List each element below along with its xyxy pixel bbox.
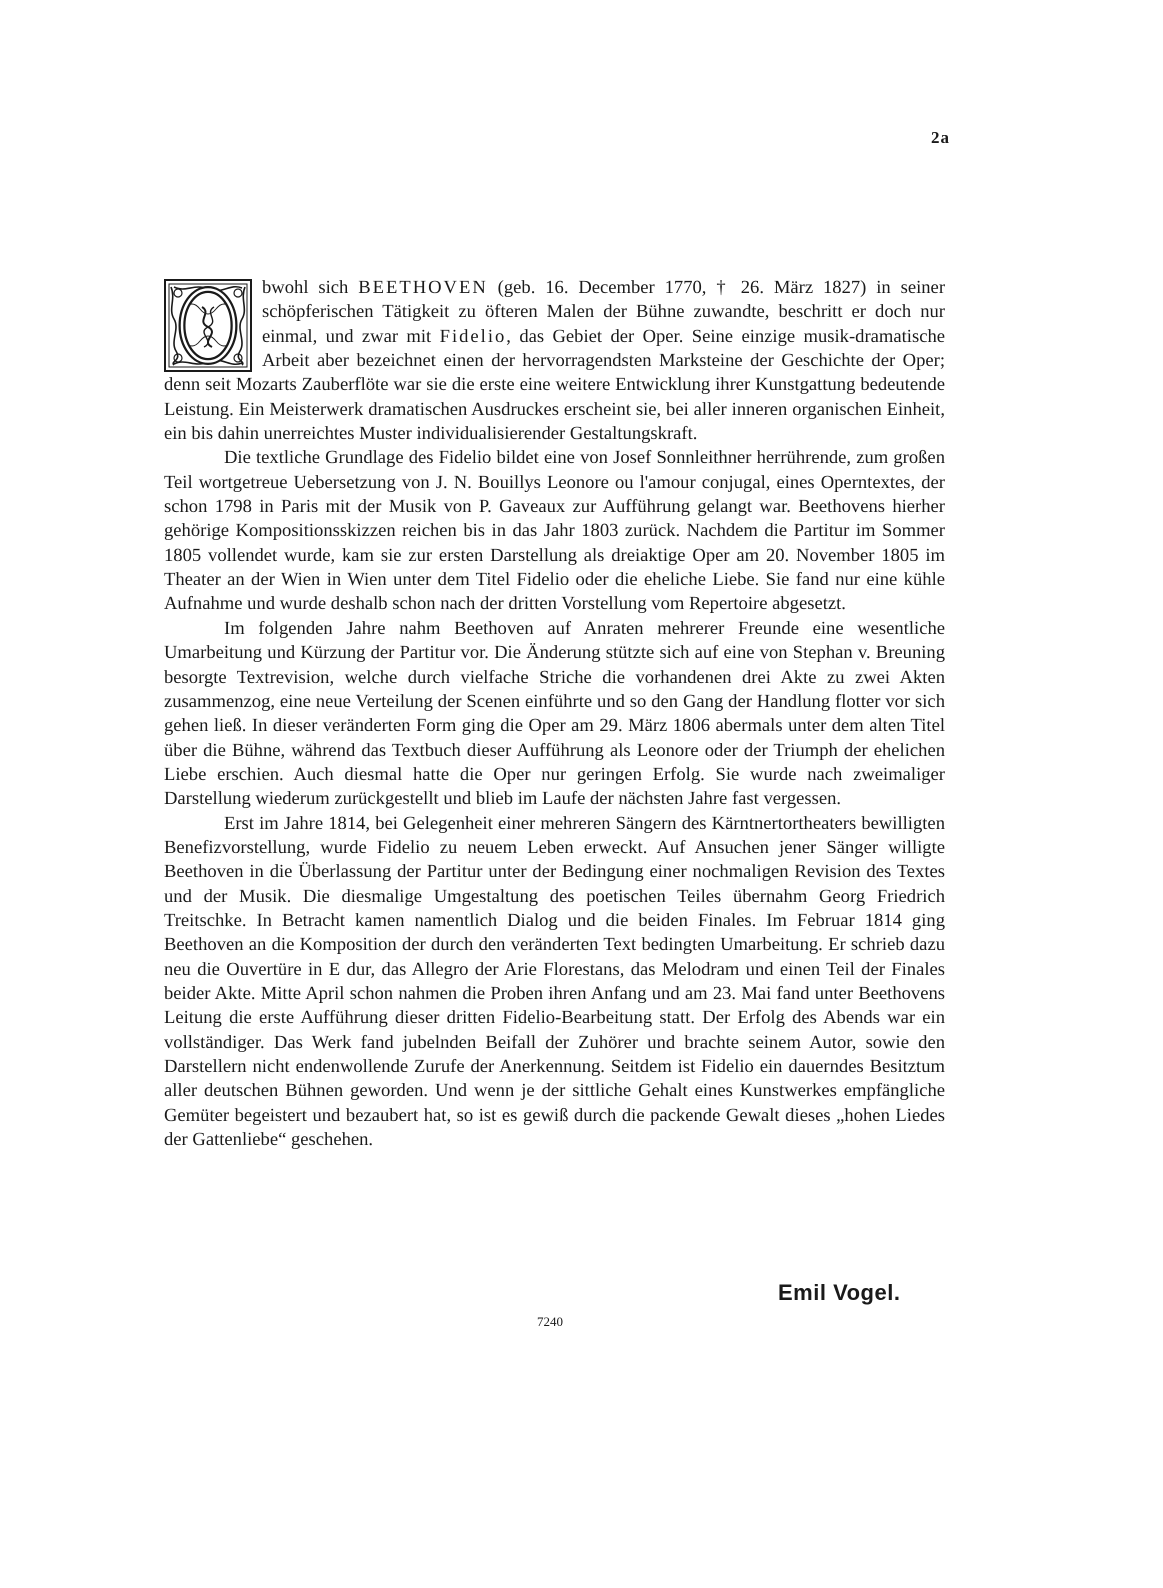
paragraph-text: Im folgenden Jahre nahm Beethoven auf Anraten mehrerer Freunde eine wesentliche Umarbeitung und Kürzung der Partitur vor. Die Änderung stützte sich auf eine von Stephan v. Breuning besorgte Textrevision, welche durch vielfache Striche die vorhandenen drei Akte zu zwei Akten zusammenzog, eine neue Verteilung der Scenen einführte und so den Gang der Handlung flotter vor sich gehen ließ. In dieser veränderten Form ging die Oper am 29. März 1806 abermals unter dem alten Titel über die Bühne, während das Textbuch dieser Aufführung als Leonore oder der Triumph der ehelichen Liebe erschien. Auch diesmal hatte die Oper nur geringen Erfolg. Sie wurde nach zweimaliger Darstellung wiederum zurückgestellt und blieb im Laufe der nächsten Jahre fast vergessen. bbox=[164, 617, 945, 810]
emphasized-text: BEETHOVEN bbox=[358, 277, 488, 298]
page-number: 2a bbox=[931, 128, 950, 147]
ornament-frame-icon bbox=[164, 279, 252, 372]
paragraph-text: (geb. 16. December 1770, † 26. März 1827) in seiner schöpferischen Tätigkeit zu öfteren Malen der Bühne zuwandte, beschritt er doch nur einmal, und zwar mit bbox=[262, 277, 946, 347]
ornamental-initial bbox=[164, 279, 252, 372]
paragraph bbox=[164, 617, 945, 812]
paragraph bbox=[164, 276, 945, 446]
preface-text bbox=[164, 276, 945, 1152]
paragraph bbox=[164, 812, 945, 1153]
paragraph-text: Die textliche Grundlage des Fidelio bildet eine von Josef Sonnleithner herrührende, zum großen Teil wortgetreue Uebersetzung von J. N. Bouillys Leonore ou l'amour conjugal, eines Operntextes, der schon 1798 in Paris mit der Musik von P. Gaveaux zur Aufführung gelangt war. Beethovens hierher gehörige Kompositionsskizzen reichen bis in das Jahr 1803 zurück. Nachdem die Partitur im Sommer 1805 vollendet wurde, kam sie zur ersten Darstellung als dreiaktige Oper am 20. November 1805 im Theater an der Wien in Wien unter dem Titel Fidelio oder die eheliche Liebe. Sie fand nur eine kühle Aufnahme und wurde deshalb schon nach der dritten Vorstellung vom Repertoire abgesetzt. bbox=[164, 447, 945, 615]
emphasized-text: Fidelio bbox=[439, 325, 507, 347]
author-signature: Emil Vogel. bbox=[778, 1280, 901, 1305]
plate-number: 7240 bbox=[537, 1314, 563, 1329]
paragraph-text: Erst im Jahre 1814, bei Gelegenheit einer mehreren Sängern des Kärntnertortheaters bewilligten Benefizvorstellung, wurde Fidelio zu neuem Leben erweckt. Auf Ansuchen jener Sänger willigte Beethoven in die Überlassung der Partitur unter der Bedingung einer nochmaligen Revision des Textes und der Musik. Die diesmalige Umgestaltung des poetischen Teiles übernahm Georg Friedrich Treitschke. In Betracht kamen namentlich Dialog und die beiden Finales. Im Februar 1814 ging Beethoven an die Komposition der durch den veränderten Text bedingten Umarbeitung. Er schrieb dazu neu die Ouvertüre in E dur, das Allegro der Arie Florestans, das Melodram und einen Teil der Finales beider Akte. Mitte April schon nahmen die Proben ihren Anfang und am 23. Mai fand unter Beethovens Leitung die erste Aufführung dieser dritten Fidelio-Bearbeitung statt. Der Erfolg des Abends war ein vollständiger. Das Werk fand jubelnden Beifall der Zuhörer und brachte seinem Autor, sowie den Darstellern nicht endenwollende Zurufe der Anerkennung. Seitdem ist Fidelio ein dauerndes Besitztum aller deutschen Bühnen geworden. Und wenn je der sittliche Gehalt eines Kunstwerkes empfängliche Gemüter begeistert und bezaubert hat, so ist es gewiß durch die packende Gewalt dieses „hohen Liedes der Gattenliebe“ geschehen. bbox=[164, 812, 945, 1151]
paragraph-text: bwohl sich bbox=[262, 277, 359, 298]
paragraph-text: , das Gebiet der Oper. Seine einzige musik-dramatische Arbeit aber bezeichnet einen der hervorragendsten Marksteine der Geschichte der Oper; denn seit Mozarts Zauberflöte war sie die erste eine weitere Entwicklung ihrer Kunstgattung bedeutende Leistung. Ein Meisterwerk dramatischen Ausdruckes erscheint sie, bei aller inneren organischen Einheit, ein bis dahin unerreichtes Muster individualisierender Gestaltungskraft. bbox=[164, 325, 945, 445]
paragraph bbox=[164, 446, 945, 616]
